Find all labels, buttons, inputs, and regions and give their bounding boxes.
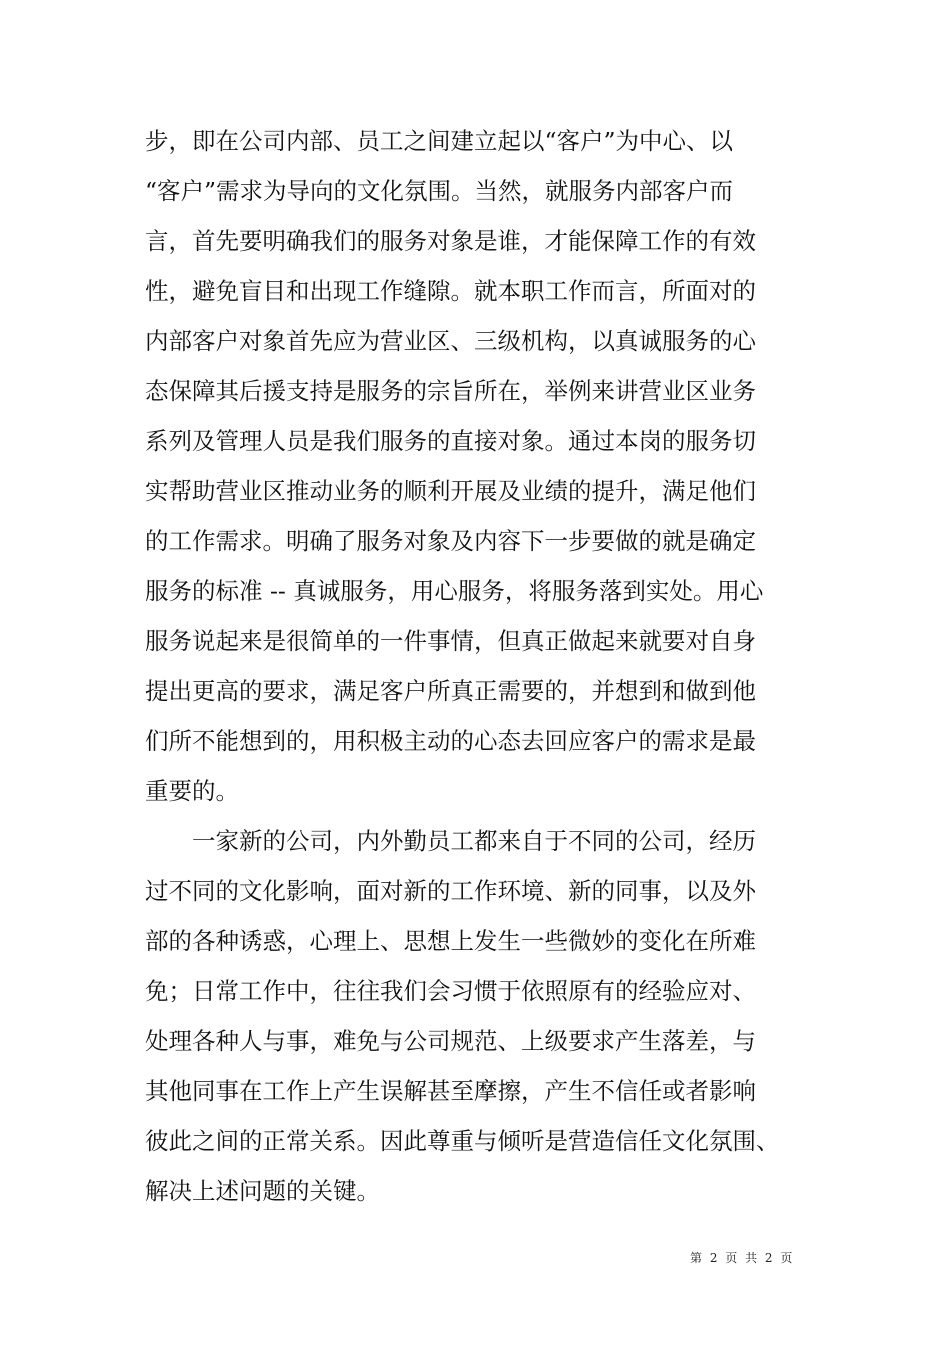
body-text (145, 116, 785, 1216)
paragraph-2-line: 解决上述问题的关键。 (145, 1177, 380, 1205)
page-number: 第 2 页 共 2 页 (690, 1251, 795, 1265)
paragraph-1-line: 步，即在公司内部、员工之间建立起以“客户”为中心、以 (145, 127, 734, 155)
paragraph-2-line: 过不同的文化影响，面对新的工作环境、新的同事，以及外 (145, 877, 756, 905)
paragraph-1-line: 性，避免盲目和出现工作缝隙。就本职工作而言，所面对的 (145, 277, 756, 305)
paragraph-1-line: 提出更高的要求，满足客户所真正需要的，并想到和做到他 (145, 677, 756, 705)
paragraph-1-line: 服务说起来是很简单的一件事情，但真正做起来就要对自身 (145, 627, 756, 655)
paragraph-2-line: 彼此之间的正常关系。因此尊重与倾听是营造信任文化氛围、 (145, 1127, 780, 1155)
paragraph-1-line: 服务的标准 -- 真诚服务，用心服务，将服务落到实处。用心 (145, 577, 764, 605)
paragraph-1-line: 们所不能想到的，用积极主动的心态去回应客户的需求是最 (145, 727, 756, 755)
paragraph-2-line: 免；日常工作中，往往我们会习惯于依照原有的经验应对、 (145, 977, 756, 1005)
paragraph-1-line: 内部客户对象首先应为营业区、三级机构，以真诚服务的心 (145, 327, 756, 355)
paragraph-1-line: 重要的。 (145, 777, 239, 805)
paragraph-2-line: 一家新的公司，内外勤员工都来自于不同的公司，经历 (192, 827, 756, 855)
paragraph-1-line: “客户”需求为导向的文化氛围。当然，就服务内部客户而 (145, 177, 734, 205)
paragraph-2-line: 处理各种人与事，难免与公司规范、上级要求产生落差，与 (145, 1027, 756, 1055)
paragraph-1-line: 的工作需求。明确了服务对象及内容下一步要做的就是确定 (145, 527, 756, 555)
paragraph-1-line: 系列及管理人员是我们服务的直接对象。通过本岗的服务切 (145, 427, 756, 455)
paragraph-1-line: 言，首先要明确我们的服务对象是谁，才能保障工作的有效 (145, 227, 756, 255)
paragraph-1-line: 实帮助营业区推动业务的顺利开展及业绩的提升，满足他们 (145, 477, 756, 505)
paragraph-2-line: 其他同事在工作上产生误解甚至摩擦，产生不信任或者影响 (145, 1077, 756, 1105)
paragraph-2-line: 部的各种诱惑，心理上、思想上发生一些微妙的变化在所难 (145, 927, 756, 955)
paragraph-1-line: 态保障其后援支持是服务的宗旨所在，举例来讲营业区业务 (145, 377, 756, 405)
